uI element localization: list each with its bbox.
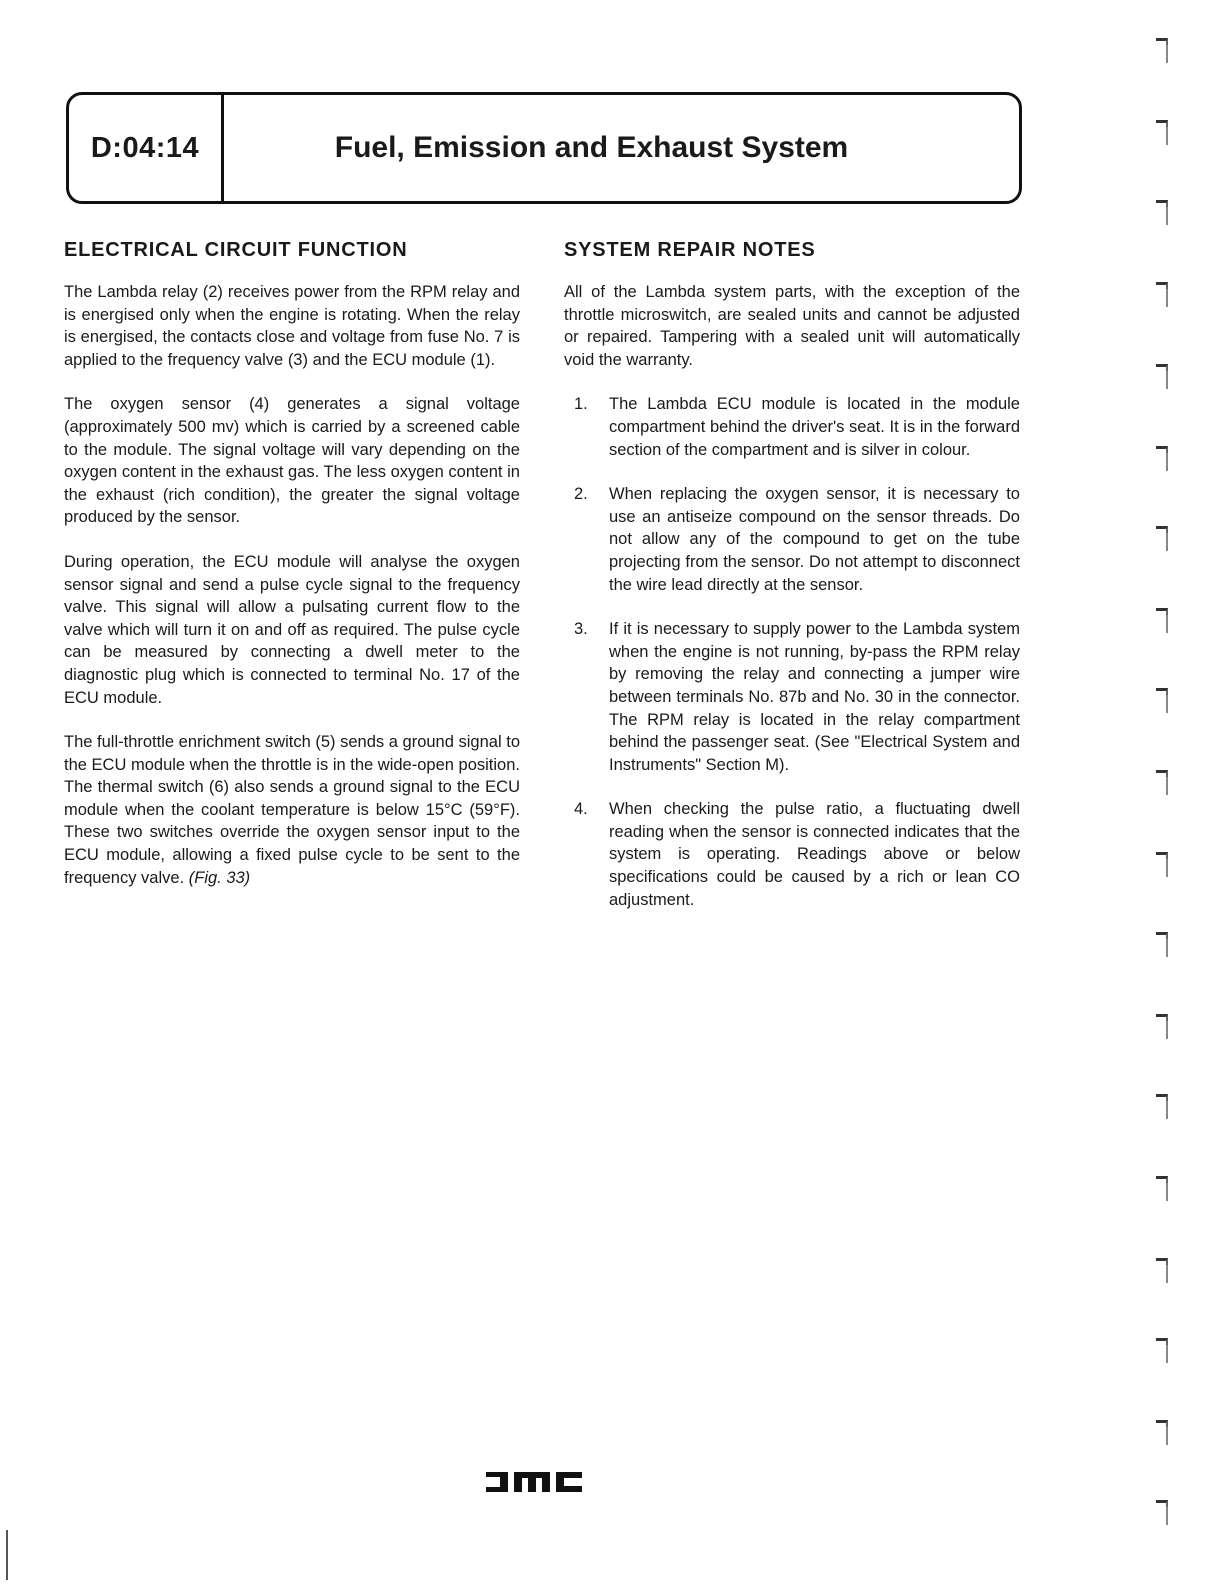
list-item <box>564 618 1020 776</box>
edge-tab <box>1156 120 1168 127</box>
dmc-logo <box>486 1472 582 1492</box>
edge-tab <box>1156 282 1168 289</box>
edge-tab <box>1156 1338 1168 1345</box>
edge-tab <box>1156 932 1168 939</box>
electrical-circuit-heading: ELECTRICAL CIRCUIT FUNCTION <box>64 239 408 261</box>
section-header <box>66 92 1022 204</box>
edge-tab <box>1156 1094 1168 1101</box>
edge-tab <box>1156 446 1168 453</box>
scan-margin-mark <box>6 1530 8 1580</box>
item-text: The Lambda ECU module is located in the module compartment behind the driver's seat. It is in the forward section of the compartment and is silver in colour. <box>609 395 1020 459</box>
repair-notes-list <box>564 393 1020 911</box>
edge-tab <box>1156 1014 1168 1021</box>
edge-tab <box>1156 364 1168 371</box>
repair-notes-intro: All of the Lambda system parts, with the exception of the throttle microswitch, are sealed units and cannot be adjusted or repaired. Tampering with a sealed unit will automatically void the warranty. <box>564 283 1020 369</box>
item-text: When checking the pulse ratio, a fluctuating dwell reading when the sensor is connected indicates that the system is operating. Readings above or below specifications could be caused by a rich or lean CO adjustment. <box>609 800 1020 909</box>
right-column <box>564 236 1020 933</box>
item-number: 4. <box>574 800 588 819</box>
edge-tab <box>1156 200 1168 207</box>
section-title: Fuel, Emission and Exhaust System <box>334 131 849 164</box>
edge-tab <box>1156 770 1168 777</box>
item-text: If it is necessary to supply power to the Lambda system when the engine is not running, by-pass the RPM relay by removing the relay and connecting a jumper wire between terminals No. 87b and No. 30 in the connector. The RPM relay is located in the relay compartment behind the passenger seat. (See "Electrical System and Instruments" Section M). <box>609 620 1020 774</box>
paragraph-enrichment-switch <box>64 731 520 889</box>
edge-tab <box>1156 608 1168 615</box>
edge-tab <box>1156 1420 1168 1427</box>
edge-tab <box>1156 688 1168 695</box>
paragraph-oxygen-sensor: The oxygen sensor (4) generates a signal voltage (approximately 500 mv) which is carried by a screened cable to the module. The signal voltage will vary depending on the oxygen content in the exhaust gas. The less oxygen content in the exhaust (rich condition), the greater the signal voltage produced by the sensor. <box>64 395 520 527</box>
paragraph-ecu-operation: During operation, the ECU module will analyse the oxygen sensor signal and send a pulse cycle signal to the frequency valve. This signal will allow a pulsating current flow to the valve which will turn it on and off as required. The pulse cycle can be measured by connecting a dwell meter to the diagnostic plug which is connected to terminal No. 17 of the ECU module. <box>64 552 520 707</box>
item-text: When replacing the oxygen sensor, it is necessary to use an antiseize compound on the sensor threads. Do not allow any of the compound to get on the tube projecting from the sensor. Do not attempt to disconnect the wire lead directly at the sensor. <box>609 485 1020 594</box>
section-code: D:04:14 <box>69 95 224 201</box>
left-column <box>64 236 520 911</box>
figure-reference: (Fig. 33) <box>188 868 251 887</box>
edge-tab <box>1156 1500 1168 1507</box>
list-item <box>564 393 1020 461</box>
list-item <box>564 483 1020 596</box>
edge-tab <box>1156 38 1168 45</box>
edge-tab <box>1156 1258 1168 1265</box>
paragraph-lambda-relay: The Lambda relay (2) receives power from the RPM relay and is energised only when the engine is rotating. When the relay is energised, the contacts close and voltage from fuse No. 7 is applied to the frequency valve (3) and the ECU module (1). <box>64 283 520 369</box>
edge-tab <box>1156 1176 1168 1183</box>
item-number: 2. <box>574 485 588 504</box>
page-edge-tabs <box>1156 30 1180 1570</box>
item-number: 3. <box>574 620 588 639</box>
edge-tab <box>1156 852 1168 859</box>
edge-tab <box>1156 526 1168 533</box>
item-number: 1. <box>574 395 588 414</box>
repair-notes-heading: SYSTEM REPAIR NOTES <box>564 239 816 261</box>
list-item <box>564 798 1020 911</box>
enrichment-text: The full-throttle enrichment switch (5) sends a ground signal to the ECU module when the throttle is in the wide-open position. The thermal switch (6) also sends a ground signal to the ECU module when the coolant temperature is below 15°C (59°F). These two switches override the oxygen sensor input to the ECU module, allowing a fixed pulse cycle to be sent to the frequency valve. <box>64 733 520 887</box>
